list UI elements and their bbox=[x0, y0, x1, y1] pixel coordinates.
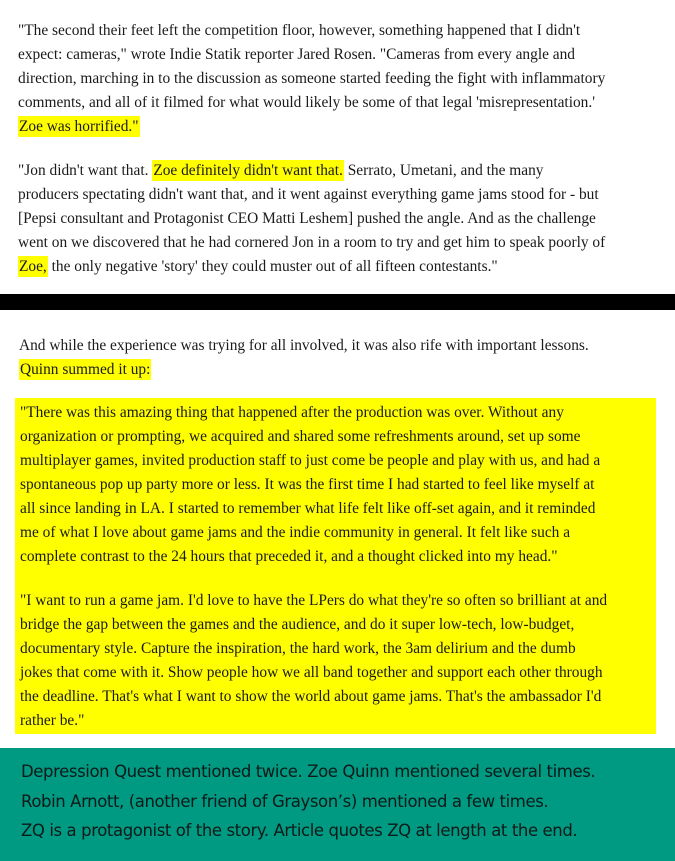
text-line: jokes that come with it. Show people how we all band together and support each other through bbox=[20, 664, 603, 681]
text-line: "The second their feet left the competition floor, however, something happened that I didn't bbox=[18, 22, 581, 39]
text-line: direction, marching in to the discussion as someone started feeding the fight with inflammatory bbox=[18, 70, 606, 87]
article-excerpt-bottom bbox=[0, 310, 675, 748]
text-line: "There was this amazing thing that happened after the production was over. Without any bbox=[20, 404, 564, 421]
text-line bbox=[18, 255, 663, 279]
text-line: rather be." bbox=[20, 712, 85, 729]
quote-paragraph-2 bbox=[20, 589, 654, 733]
section-divider bbox=[0, 294, 675, 310]
text-line: producers spectating didn't want that, and it went against everything game jams stood for - but bbox=[18, 186, 599, 203]
text-line: "I want to run a game jam. I'd love to have the LPers do what they're so often so brilliant at and bbox=[20, 592, 608, 609]
quote-paragraph-jon bbox=[18, 159, 663, 279]
text-line: [Pepsi consultant and Protagonist CEO Matti Leshem] pushed the angle. And as the challenge bbox=[18, 210, 596, 227]
highlighted-text: Zoe, bbox=[19, 258, 47, 275]
text-line: me of what I love about game jams and the indie community in general. It felt like such a bbox=[20, 524, 571, 541]
highlighted-quote-block bbox=[15, 398, 656, 734]
text-line bbox=[18, 159, 663, 183]
article-excerpt-top bbox=[0, 0, 675, 294]
text-line: bridge the gap between the games and the audience, and do it super low-tech, low-budget, bbox=[20, 616, 575, 633]
text-line: all since landing in LA. I started to remember what life felt like off-set again, and it reminded bbox=[20, 500, 596, 517]
text-segment: the only negative 'story' they could muster out of all fifteen contestants." bbox=[47, 258, 498, 275]
text-line bbox=[19, 358, 664, 382]
text-line: comments, and all of it filmed for what would likely be some of that legal 'misrepresentation.' bbox=[18, 94, 595, 111]
caption-line: Depression Quest mentioned twice. Zoe Quinn mentioned several times. bbox=[21, 762, 596, 781]
text-line: organization or prompting, we acquired and shared some refreshments around, set up some bbox=[20, 428, 581, 445]
text-line: multiplayer games, invited production staff to just come be people and play with us, and had a bbox=[20, 452, 601, 469]
highlighted-text: Zoe definitely didn't want that. bbox=[153, 162, 343, 179]
caption-line: Robin Arnott, (another friend of Grayson’s) mentioned a few times. bbox=[21, 791, 549, 811]
annotation-caption bbox=[0, 748, 675, 861]
text-line: complete contrast to the 24 hours that preceded it, and a thought clicked into my head." bbox=[20, 548, 558, 565]
text-segment: "Jon didn't want that. bbox=[18, 162, 153, 179]
text-line: the deadline. That's what I want to show the world about game jams. That's the ambassador I'd bbox=[20, 688, 602, 705]
text-line: And while the experience was trying for all involved, it was also rife with important lessons. bbox=[19, 337, 589, 354]
caption-text bbox=[21, 757, 671, 846]
highlighted-text: Zoe was horrified." bbox=[19, 118, 139, 135]
caption-line: ZQ is a protagonist of the story. Article quotes ZQ at length at the end. bbox=[21, 821, 578, 840]
text-line: expect: cameras," wrote Indie Statik reporter Jared Rosen. "Cameras from every angle and bbox=[18, 46, 576, 63]
text-line: documentary style. Capture the inspiration, the hard work, the 3am delirium and the dumb bbox=[20, 640, 576, 657]
text-line: spontaneous pop up party more or less. It was the first time I had started to feel like myself at bbox=[20, 476, 595, 493]
text-segment: Serrato, Umetani, and the many bbox=[343, 162, 544, 179]
quote-paragraph-rosen bbox=[18, 19, 663, 139]
highlighted-text: Quinn summed it up: bbox=[20, 361, 151, 378]
quote-paragraph-1 bbox=[20, 401, 654, 569]
intro-paragraph bbox=[19, 334, 664, 382]
text-line bbox=[18, 115, 663, 139]
text-line: went on we discovered that he had cornered Jon in a room to try and get him to speak poorly of bbox=[18, 234, 606, 251]
